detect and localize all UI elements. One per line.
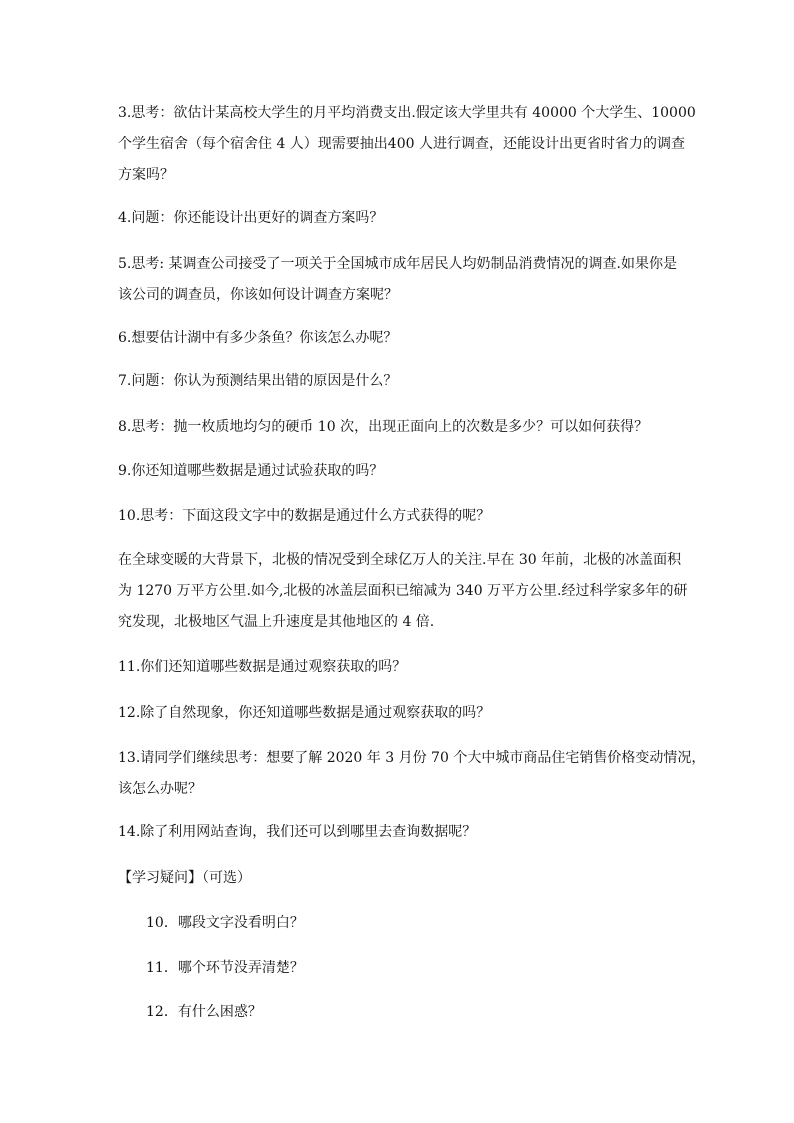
passage-arctic bbox=[118, 545, 688, 638]
question-10 bbox=[118, 501, 684, 532]
doubt-item: 11．哪个环节没弄清楚？ bbox=[146, 960, 304, 976]
text-line: 5.思考: 某调查公司接受了一项关于全国城市成年居民人均奶制品消费情况的调查.如果你是 bbox=[118, 256, 677, 272]
question-11 bbox=[118, 652, 684, 683]
question-9 bbox=[118, 456, 684, 487]
text-line: 14.除了利用网站查询，我们还可以到哪里去查询数据呢？ bbox=[118, 824, 477, 840]
question-7 bbox=[118, 366, 684, 397]
doubt-item: 12．有什么困惑？ bbox=[146, 1004, 262, 1020]
question-3 bbox=[118, 98, 696, 191]
question-8 bbox=[118, 412, 684, 443]
question-12 bbox=[118, 698, 684, 729]
text-line: 在全球变暖的大背景下，北极的情况受到全球亿万人的关注.早在 30 年前，北极的冰盖面积 bbox=[118, 552, 682, 568]
doubt-item: 10．哪段文字没看明白？ bbox=[146, 915, 304, 931]
text-line: 7.问题：你认为预测结果出错的原因是什么？ bbox=[118, 373, 398, 389]
text-line: 12.除了自然现象，你还知道哪些数据是通过观察获取的吗？ bbox=[118, 705, 491, 721]
question-13 bbox=[118, 743, 706, 805]
text-line: 该怎么办呢？ bbox=[118, 781, 202, 797]
text-line: 究发现，北极地区气温上升速度是其他地区的 4 倍. bbox=[118, 614, 435, 630]
question-14 bbox=[118, 817, 684, 848]
question-5 bbox=[118, 249, 684, 311]
question-4 bbox=[118, 203, 684, 234]
question-6 bbox=[118, 323, 684, 354]
text-line: 6.想要估计湖中有多少条鱼？你该怎么办呢？ bbox=[118, 330, 398, 346]
text-line: 3.思考：欲估计某高校大学生的月平均消费支出.假定该大学里共有 40000 个大学生、10000 bbox=[118, 105, 696, 121]
text-line: 方案吗？ bbox=[118, 167, 174, 183]
text-line: 个学生宿舍（每个宿舍住 4 人）现需要抽出400 人进行调查，还能设计出更省时省力的调查 bbox=[118, 136, 685, 152]
text-line: 8.思考：抛一枚质地均匀的硬币 10 次，出现正面向上的次数是多少？可以如何获得？ bbox=[118, 419, 649, 435]
text-line: 4.问题：你还能设计出更好的调查方案吗？ bbox=[118, 210, 384, 226]
text-line: 为 1270 万平方公里.如今,北极的冰盖层面积已缩减为 340 万平方公里.经过科学家多年的研 bbox=[118, 583, 688, 599]
text-line: 10.思考：下面这段文字中的数据是通过什么方式获得的呢？ bbox=[118, 508, 491, 524]
section-heading: 【学习疑问】（可选） bbox=[118, 870, 251, 886]
text-line: 11.你们还知道哪些数据是通过观察获取的吗？ bbox=[118, 659, 407, 675]
text-line: 9.你还知道哪些数据是通过试验获取的吗？ bbox=[118, 463, 384, 479]
text-line: 该公司的调查员，你该如何设计调查方案呢？ bbox=[118, 287, 398, 303]
text-line: 13.请同学们继续思考：想要了解 2020 年 3 月份 70 个大中城市商品住宅销售价格变动情况， bbox=[118, 750, 706, 766]
doubts-heading bbox=[118, 863, 684, 894]
